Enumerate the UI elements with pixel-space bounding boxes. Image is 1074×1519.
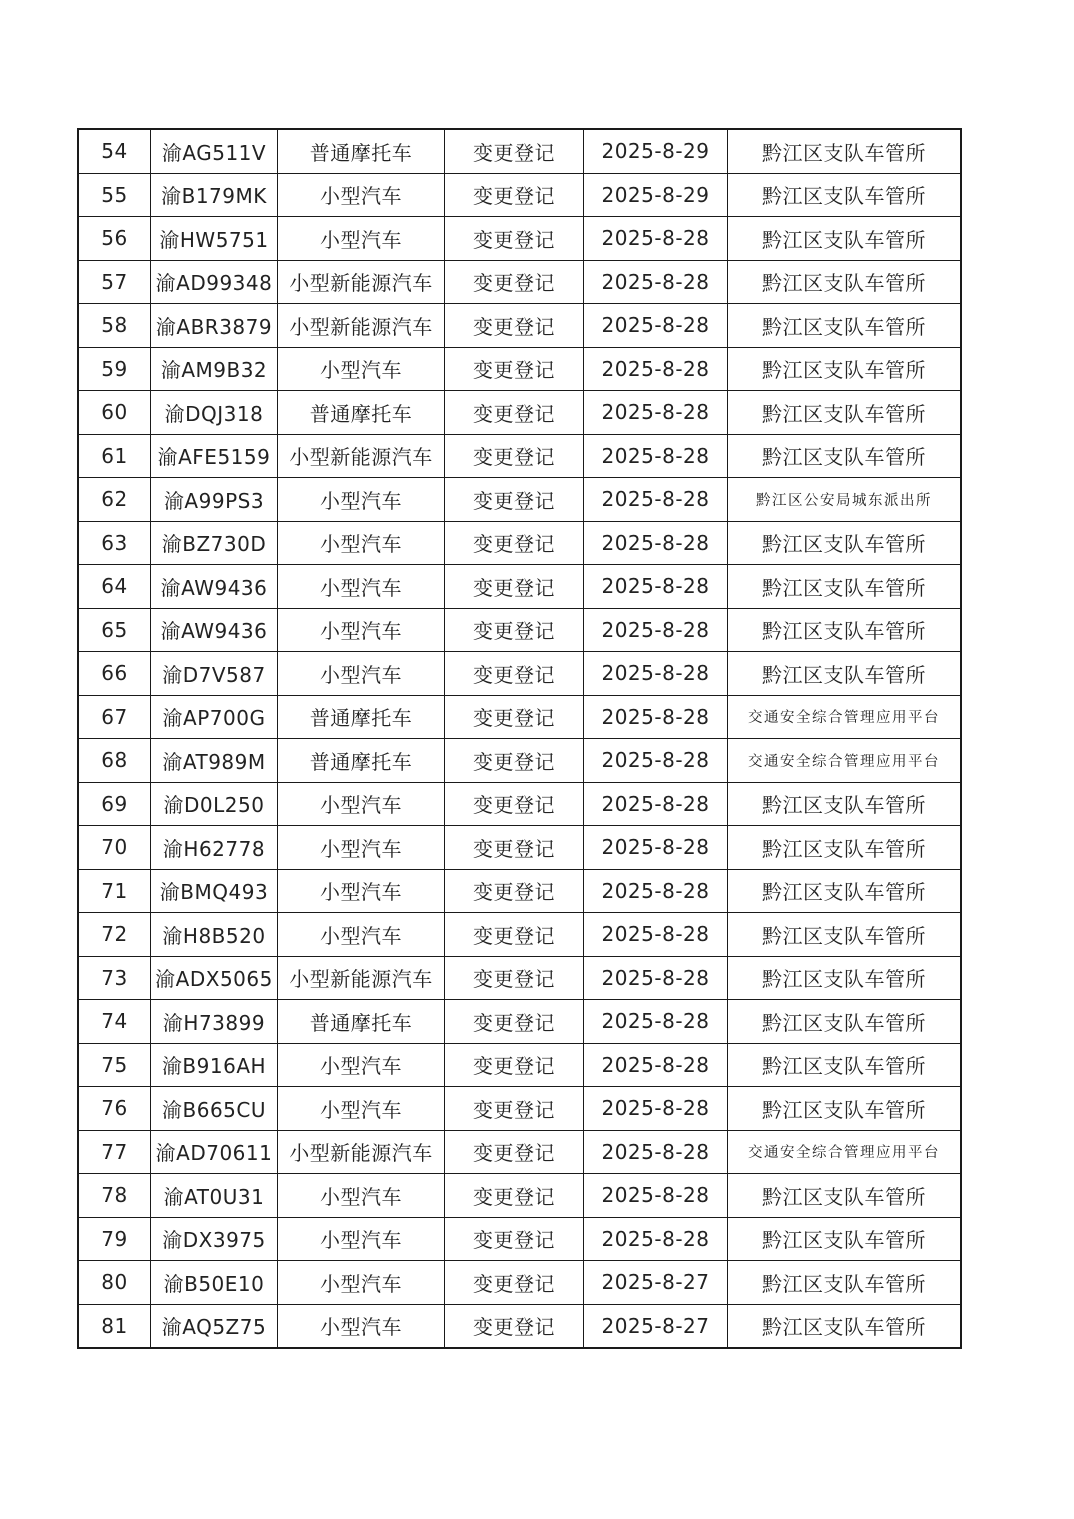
seq-cell: 58 — [78, 304, 151, 348]
vehicle-type-cell: 普通摩托车 — [278, 739, 445, 783]
seq-cell: 57 — [78, 260, 151, 304]
office-cell: 黔江区支队车管所 — [728, 913, 962, 957]
plate-cell: 渝B665CU — [151, 1087, 278, 1131]
table-row — [78, 1217, 961, 1261]
table-row — [78, 217, 961, 261]
plate-cell: 渝AD99348 — [151, 260, 278, 304]
vehicle-type-cell: 小型新能源汽车 — [278, 260, 445, 304]
business-cell: 变更登记 — [445, 304, 584, 348]
plate-cell: 渝HW5751 — [151, 217, 278, 261]
table-row — [78, 1304, 961, 1348]
table-row — [78, 129, 961, 173]
table-row — [78, 1043, 961, 1087]
vehicle-type-cell: 小型汽车 — [278, 826, 445, 870]
business-cell: 变更登记 — [445, 695, 584, 739]
date-cell: 2025-8-28 — [584, 695, 728, 739]
business-cell: 变更登记 — [445, 1217, 584, 1261]
office-cell: 黔江区支队车管所 — [728, 521, 962, 565]
office-cell: 黔江区支队车管所 — [728, 869, 962, 913]
plate-cell: 渝B916AH — [151, 1043, 278, 1087]
plate-cell: 渝AW9436 — [151, 608, 278, 652]
office-cell: 黔江区公安局城东派出所 — [728, 478, 962, 522]
seq-cell: 66 — [78, 652, 151, 696]
seq-cell: 80 — [78, 1261, 151, 1305]
seq-cell: 72 — [78, 913, 151, 957]
plate-cell: 渝AFE5159 — [151, 434, 278, 478]
date-cell: 2025-8-28 — [584, 652, 728, 696]
office-cell: 黔江区支队车管所 — [728, 1304, 962, 1348]
table-row — [78, 347, 961, 391]
date-cell: 2025-8-28 — [584, 1043, 728, 1087]
date-cell: 2025-8-28 — [584, 826, 728, 870]
date-cell: 2025-8-27 — [584, 1261, 728, 1305]
business-cell: 变更登记 — [445, 826, 584, 870]
seq-cell: 62 — [78, 478, 151, 522]
date-cell: 2025-8-28 — [584, 391, 728, 435]
table-row — [78, 608, 961, 652]
date-cell: 2025-8-28 — [584, 913, 728, 957]
seq-cell: 69 — [78, 782, 151, 826]
plate-cell: 渝DQJ318 — [151, 391, 278, 435]
vehicle-type-cell: 小型汽车 — [278, 608, 445, 652]
date-cell: 2025-8-28 — [584, 608, 728, 652]
seq-cell: 76 — [78, 1087, 151, 1131]
business-cell: 变更登记 — [445, 521, 584, 565]
business-cell: 变更登记 — [445, 782, 584, 826]
office-cell: 黔江区支队车管所 — [728, 1043, 962, 1087]
plate-cell: 渝AM9B32 — [151, 347, 278, 391]
office-cell: 黔江区支队车管所 — [728, 565, 962, 609]
vehicle-type-cell: 小型汽车 — [278, 565, 445, 609]
office-cell: 黔江区支队车管所 — [728, 217, 962, 261]
table-row — [78, 1130, 961, 1174]
vehicle-type-cell: 小型汽车 — [278, 782, 445, 826]
date-cell: 2025-8-28 — [584, 1130, 728, 1174]
table-row — [78, 434, 961, 478]
office-cell: 黔江区支队车管所 — [728, 782, 962, 826]
plate-cell: 渝DX3975 — [151, 1217, 278, 1261]
table-row — [78, 391, 961, 435]
plate-cell: 渝AQ5Z75 — [151, 1304, 278, 1348]
plate-cell: 渝ADX5065 — [151, 956, 278, 1000]
table-row — [78, 695, 961, 739]
table-row — [78, 1261, 961, 1305]
table-row — [78, 956, 961, 1000]
office-cell: 黔江区支队车管所 — [728, 608, 962, 652]
office-cell: 黔江区支队车管所 — [728, 826, 962, 870]
office-cell: 黔江区支队车管所 — [728, 1000, 962, 1044]
office-cell: 黔江区支队车管所 — [728, 434, 962, 478]
vehicle-type-cell: 小型汽车 — [278, 1174, 445, 1218]
office-cell: 黔江区支队车管所 — [728, 956, 962, 1000]
business-cell: 变更登记 — [445, 652, 584, 696]
seq-cell: 54 — [78, 129, 151, 173]
table-row — [78, 478, 961, 522]
table-row — [78, 521, 961, 565]
seq-cell: 74 — [78, 1000, 151, 1044]
plate-cell: 渝D0L250 — [151, 782, 278, 826]
table-row — [78, 652, 961, 696]
plate-cell: 渝AW9436 — [151, 565, 278, 609]
vehicle-type-cell: 小型新能源汽车 — [278, 1130, 445, 1174]
business-cell: 变更登记 — [445, 956, 584, 1000]
plate-cell: 渝ABR3879 — [151, 304, 278, 348]
business-cell: 变更登记 — [445, 1087, 584, 1131]
vehicle-type-cell: 小型汽车 — [278, 869, 445, 913]
date-cell: 2025-8-28 — [584, 521, 728, 565]
date-cell: 2025-8-28 — [584, 434, 728, 478]
office-cell: 黔江区支队车管所 — [728, 391, 962, 435]
office-cell: 黔江区支队车管所 — [728, 347, 962, 391]
table-body — [78, 129, 961, 1348]
vehicle-type-cell: 小型汽车 — [278, 478, 445, 522]
plate-cell: 渝B50E10 — [151, 1261, 278, 1305]
seq-cell: 61 — [78, 434, 151, 478]
date-cell: 2025-8-27 — [584, 1304, 728, 1348]
plate-cell: 渝AT0U31 — [151, 1174, 278, 1218]
date-cell: 2025-8-28 — [584, 869, 728, 913]
vehicle-type-cell: 小型汽车 — [278, 913, 445, 957]
vehicle-type-cell: 小型汽车 — [278, 173, 445, 217]
vehicle-type-cell: 小型汽车 — [278, 1087, 445, 1131]
business-cell: 变更登记 — [445, 1261, 584, 1305]
business-cell: 变更登记 — [445, 1130, 584, 1174]
table-row — [78, 173, 961, 217]
business-cell: 变更登记 — [445, 565, 584, 609]
date-cell: 2025-8-28 — [584, 347, 728, 391]
vehicle-type-cell: 小型汽车 — [278, 1217, 445, 1261]
date-cell: 2025-8-28 — [584, 739, 728, 783]
vehicle-type-cell: 小型汽车 — [278, 652, 445, 696]
table-row — [78, 1174, 961, 1218]
vehicle-type-cell: 普通摩托车 — [278, 1000, 445, 1044]
plate-cell: 渝H8B520 — [151, 913, 278, 957]
table-row — [78, 826, 961, 870]
seq-cell: 70 — [78, 826, 151, 870]
vehicle-type-cell: 小型汽车 — [278, 1043, 445, 1087]
table-row — [78, 739, 961, 783]
seq-cell: 55 — [78, 173, 151, 217]
plate-cell: 渝BZ730D — [151, 521, 278, 565]
date-cell: 2025-8-29 — [584, 129, 728, 173]
business-cell: 变更登记 — [445, 129, 584, 173]
table-row — [78, 1087, 961, 1131]
plate-cell: 渝B179MK — [151, 173, 278, 217]
business-cell: 变更登记 — [445, 434, 584, 478]
plate-cell: 渝A99PS3 — [151, 478, 278, 522]
office-cell: 交通安全综合管理应用平台 — [728, 1130, 962, 1174]
seq-cell: 67 — [78, 695, 151, 739]
plate-cell: 渝H62778 — [151, 826, 278, 870]
date-cell: 2025-8-28 — [584, 1087, 728, 1131]
business-cell: 变更登记 — [445, 1043, 584, 1087]
plate-cell: 渝H73899 — [151, 1000, 278, 1044]
business-cell: 变更登记 — [445, 391, 584, 435]
date-cell: 2025-8-28 — [584, 956, 728, 1000]
business-cell: 变更登记 — [445, 478, 584, 522]
table-row — [78, 565, 961, 609]
date-cell: 2025-8-28 — [584, 217, 728, 261]
business-cell: 变更登记 — [445, 869, 584, 913]
seq-cell: 78 — [78, 1174, 151, 1218]
office-cell: 黔江区支队车管所 — [728, 304, 962, 348]
vehicle-type-cell: 小型汽车 — [278, 521, 445, 565]
business-cell: 变更登记 — [445, 1000, 584, 1044]
seq-cell: 71 — [78, 869, 151, 913]
date-cell: 2025-8-28 — [584, 478, 728, 522]
office-cell: 黔江区支队车管所 — [728, 129, 962, 173]
vehicle-type-cell: 小型汽车 — [278, 1304, 445, 1348]
vehicle-type-cell: 小型新能源汽车 — [278, 434, 445, 478]
office-cell: 黔江区支队车管所 — [728, 652, 962, 696]
business-cell: 变更登记 — [445, 1174, 584, 1218]
plate-cell: 渝AD70611 — [151, 1130, 278, 1174]
seq-cell: 59 — [78, 347, 151, 391]
plate-cell: 渝AG511V — [151, 129, 278, 173]
office-cell: 黔江区支队车管所 — [728, 1261, 962, 1305]
table-row — [78, 869, 961, 913]
seq-cell: 60 — [78, 391, 151, 435]
table-row — [78, 260, 961, 304]
business-cell: 变更登记 — [445, 173, 584, 217]
business-cell: 变更登记 — [445, 217, 584, 261]
office-cell: 黔江区支队车管所 — [728, 1174, 962, 1218]
seq-cell: 56 — [78, 217, 151, 261]
business-cell: 变更登记 — [445, 260, 584, 304]
vehicle-type-cell: 普通摩托车 — [278, 695, 445, 739]
business-cell: 变更登记 — [445, 1304, 584, 1348]
seq-cell: 68 — [78, 739, 151, 783]
vehicle-type-cell: 小型汽车 — [278, 217, 445, 261]
seq-cell: 73 — [78, 956, 151, 1000]
date-cell: 2025-8-28 — [584, 782, 728, 826]
date-cell: 2025-8-28 — [584, 1217, 728, 1261]
vehicle-type-cell: 小型新能源汽车 — [278, 304, 445, 348]
date-cell: 2025-8-29 — [584, 173, 728, 217]
seq-cell: 81 — [78, 1304, 151, 1348]
vehicle-type-cell: 小型汽车 — [278, 1261, 445, 1305]
business-cell: 变更登记 — [445, 347, 584, 391]
date-cell: 2025-8-28 — [584, 1000, 728, 1044]
table-row — [78, 782, 961, 826]
date-cell: 2025-8-28 — [584, 565, 728, 609]
seq-cell: 65 — [78, 608, 151, 652]
business-cell: 变更登记 — [445, 913, 584, 957]
office-cell: 黔江区支队车管所 — [728, 1217, 962, 1261]
date-cell: 2025-8-28 — [584, 1174, 728, 1218]
office-cell: 黔江区支队车管所 — [728, 1087, 962, 1131]
plate-cell: 渝AT989M — [151, 739, 278, 783]
office-cell: 交通安全综合管理应用平台 — [728, 739, 962, 783]
plate-cell: 渝D7V587 — [151, 652, 278, 696]
table-row — [78, 1000, 961, 1044]
business-cell: 变更登记 — [445, 739, 584, 783]
office-cell: 黔江区支队车管所 — [728, 260, 962, 304]
vehicle-type-cell: 普通摩托车 — [278, 129, 445, 173]
plate-cell: 渝BMQ493 — [151, 869, 278, 913]
business-cell: 变更登记 — [445, 608, 584, 652]
plate-cell: 渝AP700G — [151, 695, 278, 739]
office-cell: 交通安全综合管理应用平台 — [728, 695, 962, 739]
table-row — [78, 304, 961, 348]
date-cell: 2025-8-28 — [584, 304, 728, 348]
seq-cell: 64 — [78, 565, 151, 609]
seq-cell: 77 — [78, 1130, 151, 1174]
seq-cell: 75 — [78, 1043, 151, 1087]
vehicle-type-cell: 小型新能源汽车 — [278, 956, 445, 1000]
table-row — [78, 913, 961, 957]
date-cell: 2025-8-28 — [584, 260, 728, 304]
seq-cell: 79 — [78, 1217, 151, 1261]
vehicle-type-cell: 小型汽车 — [278, 347, 445, 391]
seq-cell: 63 — [78, 521, 151, 565]
vehicle-registration-table — [77, 128, 962, 1349]
office-cell: 黔江区支队车管所 — [728, 173, 962, 217]
vehicle-type-cell: 普通摩托车 — [278, 391, 445, 435]
